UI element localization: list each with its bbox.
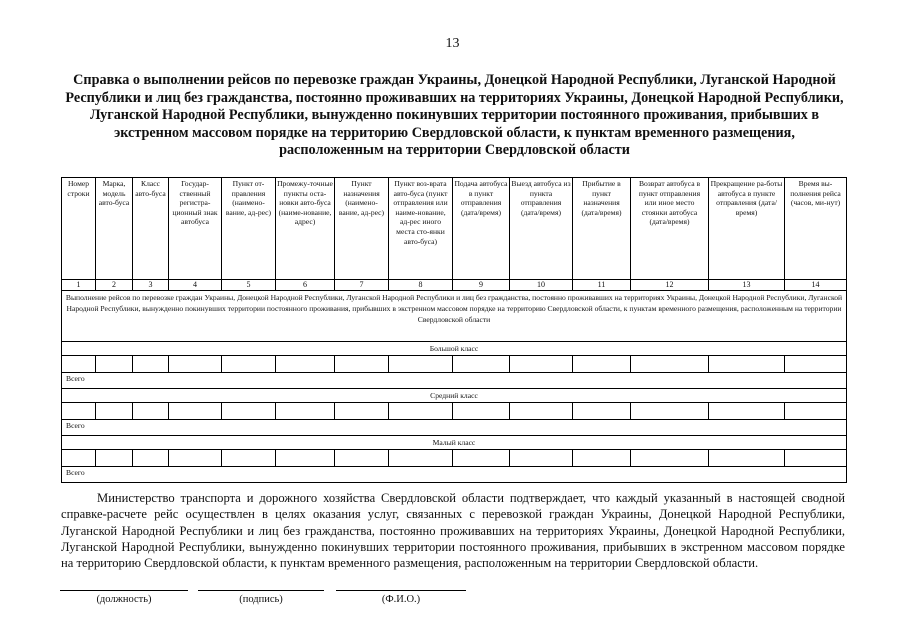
empty-cell: [62, 450, 96, 467]
total-label: Всего: [62, 420, 847, 436]
empty-data-row: [62, 356, 847, 373]
empty-cell: [222, 356, 276, 373]
empty-cell: [62, 403, 96, 420]
signature-sign: [198, 590, 324, 622]
total-label: Всего: [62, 467, 847, 483]
empty-cell: [335, 356, 389, 373]
empty-cell: [510, 450, 573, 467]
class-section-title: Большой класс: [62, 342, 847, 356]
name-caption: (Ф.И.О.): [381, 594, 421, 605]
empty-cell: [573, 450, 631, 467]
table-description: Выполнение рейсов по перевозке граждан Украины, Донецкой Народной Республики, Луганской Народной Республики и лиц без гражданства, постоянно проживавших на территориях Украины, Донецкой Народной Республики, Луганской Народной Республики, вынужденно покинувших территории постоянного проживания, прибывших в экстренном массовом порядке на территорию Свердловской области, к пунктам временного размещения, расположенным на территории Свердловской области: [62, 291, 847, 342]
column-header: Государ-ственный регистра-ционный знак автобуса: [169, 178, 222, 280]
empty-cell: [631, 356, 709, 373]
empty-cell: [573, 356, 631, 373]
empty-cell: [631, 450, 709, 467]
column-number-row: [62, 280, 847, 291]
column-header: Пункт назначения (наимено-вание, ад-рес): [335, 178, 389, 280]
position-caption: (должность): [96, 594, 152, 605]
column-number: 8: [389, 280, 453, 291]
total-row: [62, 373, 847, 389]
column-header: Возврат автобуса в пункт отправления или иное место стоянки автобуса (дата/время): [631, 178, 709, 280]
empty-cell: [335, 403, 389, 420]
column-number: 12: [631, 280, 709, 291]
empty-data-row: [62, 403, 847, 420]
signature-caption: (подпись): [239, 594, 283, 605]
empty-cell: [133, 403, 169, 420]
signature-position: [60, 590, 188, 622]
signature-name: [336, 590, 466, 622]
class-section-title-row: [62, 389, 847, 403]
signature-line: [336, 590, 466, 591]
report-table: [61, 177, 847, 483]
empty-cell: [709, 356, 785, 373]
empty-cell: [222, 403, 276, 420]
column-header: Прекращение ра-боты автобуса в пункте отправления (дата/время): [709, 178, 785, 280]
empty-cell: [510, 356, 573, 373]
empty-cell: [709, 403, 785, 420]
empty-data-row: [62, 450, 847, 467]
empty-cell: [169, 450, 222, 467]
empty-cell: [133, 356, 169, 373]
column-header: Класс авто-буса: [133, 178, 169, 280]
empty-cell: [222, 450, 276, 467]
confirmation-paragraph: Министерство транспорта и дорожного хозяйства Свердловской области подтверждает, что каждый указанный в настоящей сводной справке-расчете рейс осуществлен в целях оказания услуг, связанных с перевозкой граждан Украины, Донецкой Народной Республики, Луганской Народной Республики и лиц без гражданства, постоянно проживавших на территориях Украины, Донецкой Народной Республики, Луганской Народной Республики, вынужденно покинувших территории постоянного проживания, прибывших в экстренном массовом порядке на территорию Свердловской области, к пунктам временного размещения, расположенным на территории Свердловской области.: [61, 491, 845, 571]
class-section-title-row: [62, 436, 847, 450]
column-number: 7: [335, 280, 389, 291]
total-row: [62, 420, 847, 436]
column-number: 4: [169, 280, 222, 291]
column-number: 6: [276, 280, 335, 291]
column-header: Пункт от-правления (наимено-вание, ад-рес): [222, 178, 276, 280]
empty-cell: [96, 356, 133, 373]
column-number: 11: [573, 280, 631, 291]
empty-cell: [169, 403, 222, 420]
column-header: Номер строки: [62, 178, 96, 280]
column-header: Прибытие в пункт назначения (дата/время): [573, 178, 631, 280]
empty-cell: [709, 450, 785, 467]
document-title: Справка о выполнении рейсов по перевозке граждан Украины, Донецкой Народной Республики, Луганской Народной Республики и лиц без гражданства, постоянно проживавших на территориях Украины, Донецкой Народной Республики, Луганской Народной Республики, вынужденно покинувших территории постоянного проживания, прибывших в экстренном массовом порядке на территорию Свердловской области, к пунктам временного размещения, расположенным на территории Свердловской области: [65, 72, 844, 159]
empty-cell: [169, 356, 222, 373]
page-number: 13: [445, 36, 460, 51]
signature-line: [60, 590, 188, 591]
empty-cell: [785, 356, 847, 373]
column-number: 3: [133, 280, 169, 291]
column-number: 9: [453, 280, 510, 291]
total-row: [62, 467, 847, 483]
class-section-title: Малый класс: [62, 436, 847, 450]
column-header: Пункт воз-врата авто-буса (пункт отправления или наиме-нование, ад-рес иного места сто-янки авто-буса): [389, 178, 453, 280]
column-number: 14: [785, 280, 847, 291]
empty-cell: [276, 403, 335, 420]
empty-cell: [453, 356, 510, 373]
empty-cell: [389, 403, 453, 420]
empty-cell: [453, 450, 510, 467]
empty-cell: [276, 356, 335, 373]
class-section-title: Средний класс: [62, 389, 847, 403]
column-header: Марка, модель авто-буса: [96, 178, 133, 280]
column-header: Время вы-полнения рейса (часов, ми-нут): [785, 178, 847, 280]
empty-cell: [389, 450, 453, 467]
empty-cell: [453, 403, 510, 420]
empty-cell: [133, 450, 169, 467]
description-row: [62, 291, 847, 342]
column-number: 1: [62, 280, 96, 291]
class-section-title-row: [62, 342, 847, 356]
empty-cell: [631, 403, 709, 420]
empty-cell: [276, 450, 335, 467]
empty-cell: [510, 403, 573, 420]
signature-line: [198, 590, 324, 591]
empty-cell: [96, 450, 133, 467]
column-number: 13: [709, 280, 785, 291]
column-number: 5: [222, 280, 276, 291]
empty-cell: [785, 403, 847, 420]
empty-cell: [62, 356, 96, 373]
column-number: 10: [510, 280, 573, 291]
empty-cell: [785, 450, 847, 467]
column-header: Выезд автобуса из пункта отправления (дата/время): [510, 178, 573, 280]
empty-cell: [96, 403, 133, 420]
empty-cell: [389, 356, 453, 373]
column-number: 2: [96, 280, 133, 291]
column-header: Промежу-точные пункты оста-новки авто-буса (наиме-нование, адрес): [276, 178, 335, 280]
empty-cell: [335, 450, 389, 467]
table-header-row: [62, 178, 847, 280]
empty-cell: [573, 403, 631, 420]
total-label: Всего: [62, 373, 847, 389]
column-header: Подача автобуса в пункт отправления (дата/время): [453, 178, 510, 280]
